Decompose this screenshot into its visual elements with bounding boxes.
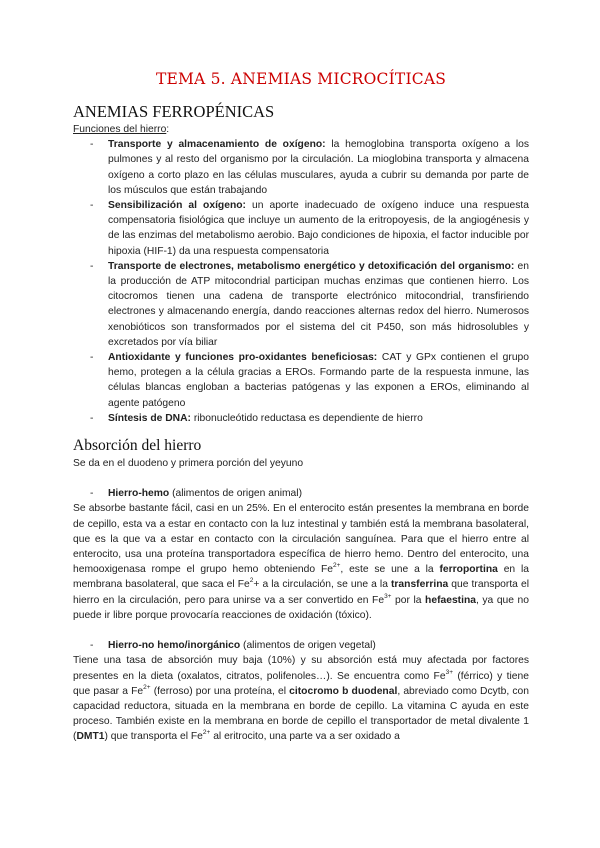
bold-text: DMT1 xyxy=(76,731,105,743)
text-segment: , este se une a la xyxy=(340,564,440,576)
text-segment: (férrico) y tiene que pasar a Fe xyxy=(73,670,529,697)
bold-text: transferrina xyxy=(391,579,449,591)
functions-list xyxy=(73,137,529,426)
bold-text: Hierro-no hemo/inorgánico xyxy=(108,640,241,652)
text-segment: que transporta el hierro en la circulación, pero para unirse va a ser convertido en Fe xyxy=(73,579,529,606)
absorption-intro: Se da en el duodeno y primera porción del yeyuno xyxy=(73,458,304,470)
text-segment: , abreviado como Dcytb, con capacidad reductora, situada en la membrana en borde de cepillo. La vitamina C ayuda en este proceso. También existe en la membrana en borde de cepillo el transportador de metal divalente 1 ( xyxy=(73,685,529,743)
non-hemo-iron-bullet xyxy=(73,638,529,653)
bold-text: hefaestina xyxy=(425,594,476,606)
bold-text: Transporte de electrones, metabolismo energético y detoxificación del organismo: xyxy=(108,260,515,272)
superscript-text: 3+ xyxy=(445,668,453,676)
functions-subheading-colon: : xyxy=(166,124,170,135)
hemo-iron-paragraph xyxy=(73,501,529,623)
list-item xyxy=(73,137,529,198)
text-segment: Se absorbe bastante fácil, casi en un 25%. En el enterocito están presentes la membrana en borde de cepillo, esta va a estar en contacto con la luz intestinal y también está la membrana basolateral, que es la que va a estar en contacto con la circulación sanguínea. Para que el hierro entre al enterocito, usa una proteína transportadora específica de hierro hemo. Dentro del enterocito, una hemooxigenasa rompe el grupo hemo obteniendo Fe xyxy=(73,503,529,576)
list-item xyxy=(73,350,529,411)
bold-text: Antioxidante y funciones pro-oxidantes beneficiosas: xyxy=(108,352,378,364)
bold-text: Sensibilización al oxígeno: xyxy=(108,200,246,212)
text-segment: por la xyxy=(391,594,426,606)
document-title: TEMA 5. ANEMIAS MICROCÍTICAS xyxy=(155,70,447,88)
text-segment: (alimentos de origen animal) xyxy=(169,488,302,500)
superscript-text: 2+ xyxy=(332,562,341,570)
section-heading-anemias-ferropenicas: ANEMIAS FERROPÉNICAS xyxy=(73,102,275,121)
text-segment: + a la circulación, se une a la xyxy=(253,579,391,591)
superscript-text: 3+ xyxy=(384,592,392,600)
bold-text: ferroportina xyxy=(439,564,498,576)
text-segment: (ferroso) por una proteína, el xyxy=(150,685,290,697)
text-segment: (alimentos de origen vegetal) xyxy=(240,640,376,652)
text-segment: en la membrana basolateral, que saca el Fe xyxy=(73,564,529,591)
text-segment: al eritrocito, una parte va a ser oxidado a xyxy=(210,731,400,743)
text-segment: Tiene una tasa de absorción muy baja (10%) y su absorción está muy afectada por factores presentes en la dieta (oxalatos, citratos, polifenoles…). Se encuentra como Fe xyxy=(73,655,529,682)
bold-text: Transporte y almacenamiento de oxígeno: xyxy=(108,139,326,151)
bold-text: Síntesis de DNA: xyxy=(108,412,191,424)
list-item xyxy=(73,198,529,259)
text-segment: , ya que no puede ir libre porque provocaría reacciones de oxidación (tóxico). xyxy=(73,594,530,621)
bold-text: Hierro-hemo xyxy=(108,488,170,500)
superscript-text: 2+ xyxy=(143,683,151,691)
bold-text: citocromo b duodenal xyxy=(289,685,398,697)
hemo-iron-bullet xyxy=(73,486,529,501)
text-segment: en la producción de ATP mitocondrial participan muchas enzimas que contienen hierro. Los citocromos tienen una cadena de transporte electrónico mitocondrial, transfiriendo electrones y almacenando energía, dando reacciones alternas redox del hierro. Numerosos xenobióticos son transformados por el sistema del cit P450, son más hidrosolubles y excretados por vía biliar xyxy=(108,260,529,348)
superscript-text: 2 xyxy=(249,577,254,585)
non-hemo-iron-paragraph xyxy=(73,653,529,744)
functions-subheading-label: Funciones del hierro xyxy=(73,124,167,135)
superscript-text: 2+ xyxy=(202,729,211,737)
section-heading-absorcion: Absorción del hierro xyxy=(73,437,202,455)
text-segment: CAT y GPx contienen el grupo hemo, protegen a la célula gracias a EROs. Formando parte de la respuesta inmune, las células blancas engloban a bacterias patógenas y las exponen a EROs, eliminando al agente patógeno xyxy=(108,352,529,409)
text-segment: ) que transporta el Fe xyxy=(104,731,203,743)
text-segment: la hemoglobina transporta oxígeno a los pulmones y al resto del organismo por la circulación. La mioglobina transporta y almacena oxígeno a corto plazo en las células musculares, ayuda a cubrir su demanda por parte de los músculos que están trabajando xyxy=(108,139,529,196)
text-segment: ribonucleótido reductasa es dependiente de hierro xyxy=(190,412,423,424)
functions-subheading xyxy=(73,122,529,137)
list-item xyxy=(73,259,529,350)
document-page xyxy=(73,68,529,745)
list-item xyxy=(73,411,529,426)
text-segment: un aporte inadecuado de oxígeno induce una respuesta compensatoria fisiológica que incluye un aumento de la eritropoyesis, de la angiogénesis y de las enzimas del metabolismo aerobio. Bajo condiciones de hipoxia, el factor inducible por hipoxia (HIF-1) da una respuesta compensatoria xyxy=(108,200,529,257)
